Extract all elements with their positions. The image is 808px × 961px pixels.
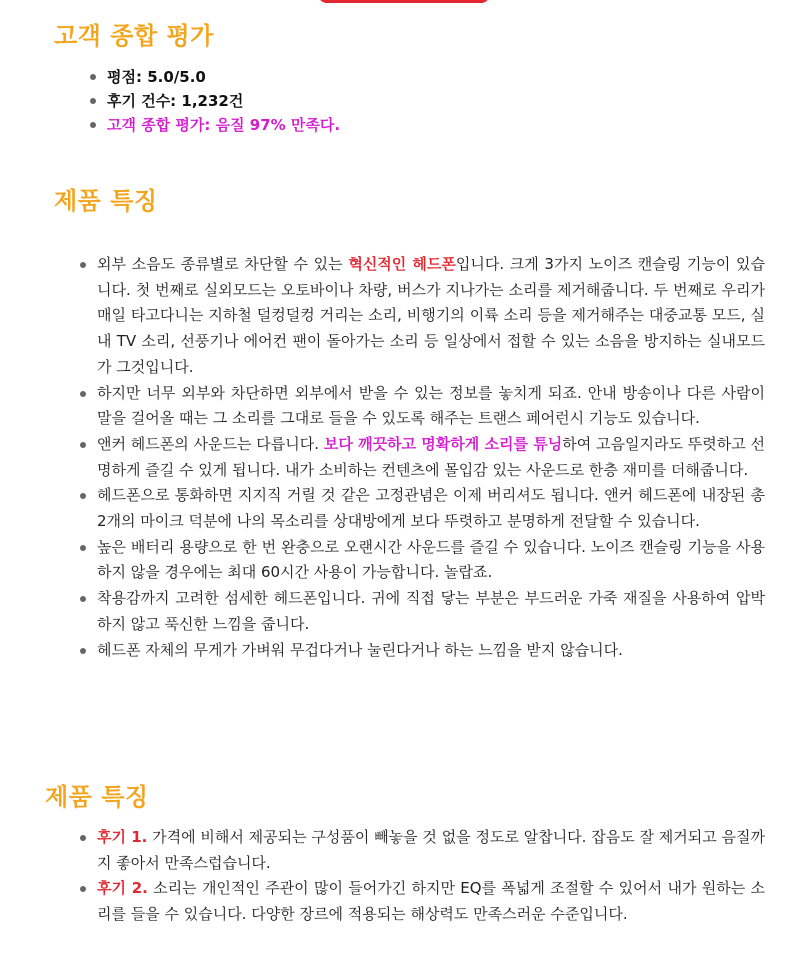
review-count-item: 후기 건수: 1,232건 [107, 89, 707, 113]
summary-heading: 고객 종합 평가 [54, 22, 214, 50]
top-accent-bar [318, 0, 490, 3]
feature-highlight: 보다 깨끗하고 명확하게 소리를 튜닝 [323, 434, 563, 453]
features-heading: 제품 특징 [54, 187, 158, 215]
feature-item: 외부 소음도 종류별로 차단할 수 있는 혁신적인 헤드폰입니다. 크게 3가지 노이즈 캔슬링 기능이 있습니다. 첫 번째로 실외모드는 오토바이나 차량, 버스가 지나가는 소리를 제거해줍니다. 두 번째로 우리가 매일 타고다니는 지하철 덜컹덜컹 거리는 소리, 비행기의 이륙 소리 등을 제거해주는 대중교통 모드, 실내 TV 소리, 선풍기나 에어컨 팬이 돌아가는 소리 등 일상에서 접할 수 있는 소음을 방지하는 실내모드가 그것입니다. [97, 252, 765, 381]
overall-rating-item: 고객 종합 평가: 음질 97% 만족다. [107, 113, 707, 137]
feature-item: 착용감까지 고려한 섬세한 헤드폰입니다. 귀에 직접 닿는 부분은 부드러운 가죽 재질을 사용하여 압박하지 않고 푹신한 느낌을 줍니다. [97, 586, 765, 637]
review-label: 후기 2. [97, 879, 148, 898]
summary-list [107, 65, 707, 137]
review-item: 후기 1. 가격에 비해서 제공되는 구성품이 빼놓을 것 없을 정도로 알찹니다. 잡음도 잘 제거되고 음질까지 좋아서 만족스럽습니다. [97, 825, 765, 876]
features-list [97, 252, 765, 663]
reviews-list [97, 825, 765, 928]
review-label: 후기 1. [97, 828, 148, 846]
feature-item: 하지만 너무 외부와 차단하면 외부에서 받을 수 있는 정보를 놓치게 되죠. 안내 방송이나 다른 사람이 말을 걸어올 때는 그 소리를 그대로 들을 수 있도록 해주는 트랜스 페어런시 기능도 있습니다. [97, 381, 765, 432]
feature-item: 높은 배터리 용량으로 한 번 완충으로 오랜시간 사운드를 즐길 수 있습니다. 노이즈 캔슬링 기능을 사용하지 않을 경우에는 최대 60시간 사용이 가능합니다. 놀랍죠. [97, 535, 765, 586]
feature-highlight: 혁신적인 헤드폰 [348, 255, 456, 273]
feature-item: 앤커 헤드폰의 사운드는 다릅니다. 보다 깨끗하고 명확하게 소리를 튜닝하여 고음일지라도 뚜렷하고 선명하게 즐길 수 있게 됩니다. 내가 소비하는 컨텐츠에 몰입감 있는 사운드로 한층 재미를 더해줍니다. [97, 432, 765, 483]
feature-item: 헤드폰으로 통화하면 지지직 거릴 것 같은 고정관념은 이제 버리셔도 됩니다. 앤커 헤드폰에 내장된 총 2개의 마이크 덕분에 나의 목소리를 상대방에게 보다 뚜렷하고 분명하게 전달할 수 있습니다. [97, 483, 765, 534]
rating-item: 평점: 5.0/5.0 [107, 65, 707, 89]
feature-item: 헤드폰 자체의 무게가 가벼워 무겁다거나 눌린다거나 하는 느낌을 받지 않습니다. [97, 638, 765, 664]
review-item: 후기 2. 소리는 개인적인 주관이 많이 들어가긴 하지만 EQ를 폭넓게 조절할 수 있어서 내가 원하는 소리를 들을 수 있습니다. 다양한 장르에 적용되는 해상력도 만족스러운 수준입니다. [97, 876, 765, 927]
reviews-heading: 제품 특징 [45, 783, 149, 811]
